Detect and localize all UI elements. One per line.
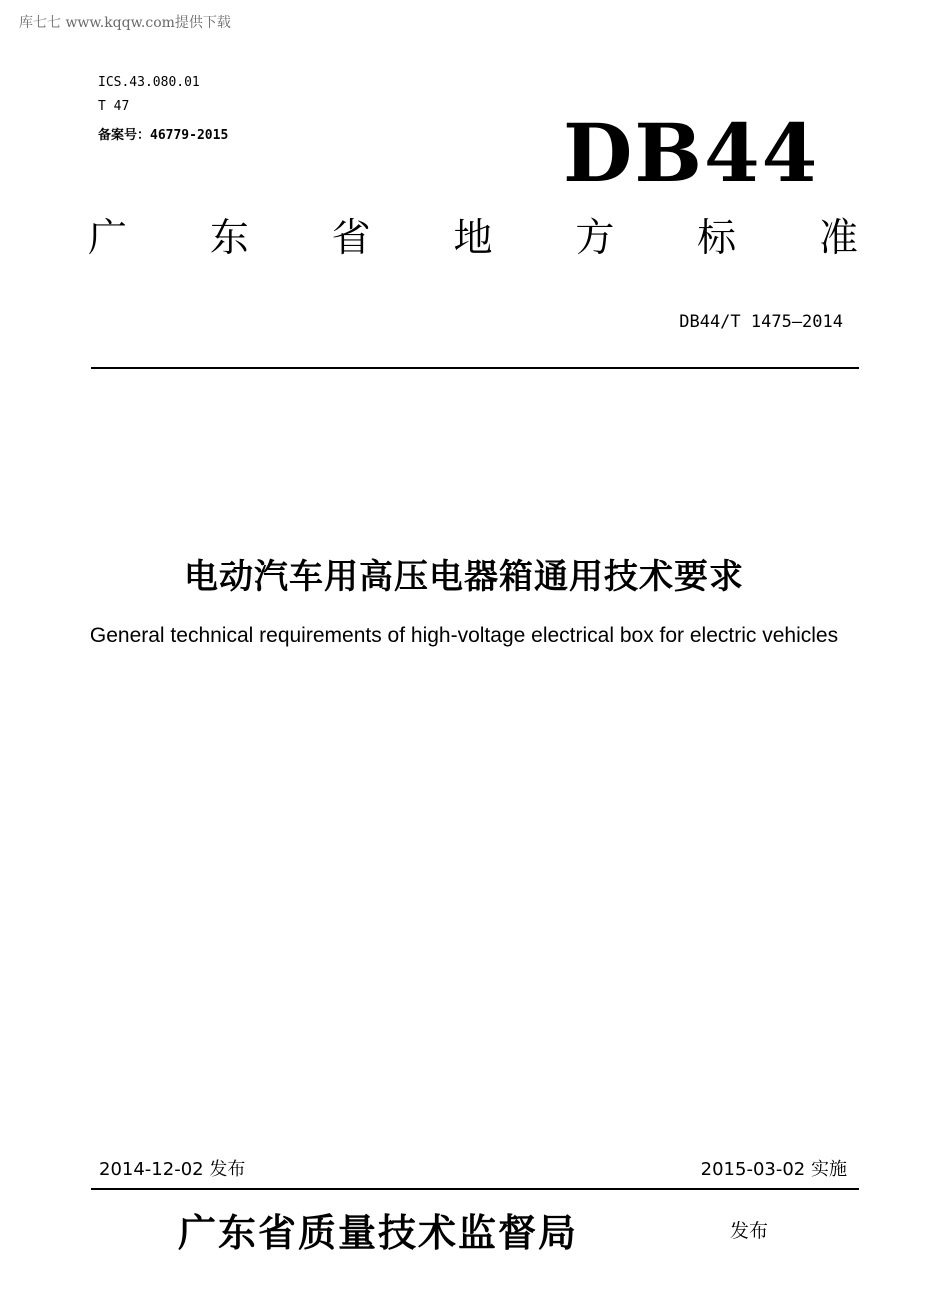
standard-type-char: 东 [209, 216, 249, 261]
standard-type-title [88, 218, 858, 261]
issue-date: 2014-12-02 发布 [99, 1159, 246, 1180]
top-divider [91, 367, 859, 369]
effective-date: 2015-03-02 实施 [700, 1159, 847, 1180]
standard-type-char: 方 [575, 216, 615, 261]
issuing-authority: 广东省质量技术监督局 [178, 1210, 579, 1255]
standard-number: DB44/T 1475—2014 [679, 312, 843, 332]
standard-type-char: 广 [88, 216, 128, 261]
document-title-en: General technical requirements of high-voltage electrical box for electric vehicles [89, 624, 839, 647]
standard-type-char: 地 [453, 216, 493, 261]
classification-code: T 47 [98, 99, 130, 114]
standard-type-char: 省 [331, 216, 371, 261]
watermark-text: 库七七 www.kqqw.com提供下载 [19, 15, 231, 31]
bottom-divider [91, 1188, 859, 1190]
standard-logo: DB44 [563, 106, 820, 200]
standard-type-char: 标 [697, 216, 737, 261]
filing-number: 备案号：46779-2015 [98, 128, 229, 143]
issuing-authority-suffix: 发布 [730, 1220, 769, 1242]
standard-type-char: 准 [818, 216, 858, 261]
ics-code: ICS.43.080.01 [98, 75, 200, 90]
document-title-cn: 电动汽车用高压电器箱通用技术要求 [184, 557, 744, 597]
